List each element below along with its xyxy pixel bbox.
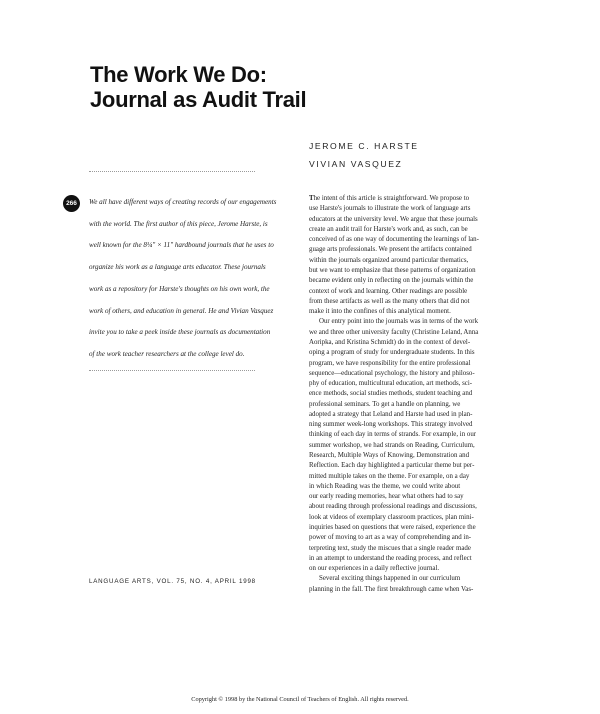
body-text <box>309 194 533 595</box>
body-line: The intent of this article is straightforward. We propose to <box>309 195 470 202</box>
body-line: look at videos of exemplary classroom practices, plan mini- <box>309 513 474 521</box>
body-line: in which Reading was the theme, we could write about <box>309 482 461 490</box>
body-line: became evident only in reflecting on the journals within the <box>309 277 474 285</box>
title-line-1: The Work We Do: <box>90 62 267 87</box>
body-line: context of work and learning. Other readings are possible <box>309 287 468 295</box>
page-number-badge: 266 <box>63 195 80 212</box>
body-line: our early reading memories, hear what others had to say <box>309 493 464 501</box>
abstract-line: organize his work as a language arts educator. These journals <box>89 263 266 272</box>
abstract-line: of the work teacher researchers at the college level do. <box>89 349 245 358</box>
body-line: in an attempt to understand the reading process, and reflect <box>309 554 472 562</box>
body-line: mitted multiple takes on the theme. For example, on a day <box>309 472 470 480</box>
body-line: use Harste's journals to illustrate the work of language arts <box>309 205 471 213</box>
body-line: professional seminars. To get a handle on planning, we <box>309 400 461 408</box>
body-line: from these artifacts as well as the many others that did not <box>309 297 470 305</box>
body-line: but we want to emphasize that these patterns of organization <box>309 266 476 274</box>
body-line: create an audit trail for Harste's work and, as such, can be <box>309 225 468 233</box>
body-line: power of moving to art as a way of comprehending and in- <box>309 534 472 542</box>
body-line: within the journals organized around particular thematics, <box>309 256 469 264</box>
divider-bottom <box>89 370 255 371</box>
copyright-notice: Copyright © 1998 by the National Council of Teachers of English. All rights reserved. <box>191 696 409 703</box>
abstract-line: well known for the 8¼" × 11" hardbound journals that he uses to <box>89 241 274 250</box>
body-line: phy of education, multicultural education, art methods, sci- <box>309 380 473 388</box>
body-line: conceived of as one way of documenting the learnings of lan- <box>309 236 479 244</box>
body-line: thinking of each day in terms of strands. For example, in our <box>309 431 477 439</box>
abstract-line: work as a repository for Harste's thoughts on his own work, the <box>89 284 270 293</box>
body-line: ence methods, social studies methods, student teaching and <box>309 390 473 398</box>
journal-reference: LANGUAGE ARTS, VOL. 75, NO. 4, APRIL 1998 <box>89 578 256 585</box>
body-line: adopted a strategy that Leland and Harste had used in plan- <box>309 410 473 418</box>
body-line: sequence—educational psychology, the history and philoso- <box>309 369 475 377</box>
body-line: Our entry point into the journals was in terms of the work <box>319 318 479 326</box>
body-line: planning in the fall. The first breakthrough came when Vas- <box>309 585 474 593</box>
article-title <box>90 62 510 112</box>
body-line: on our experiences in a daily reflective journal. <box>309 565 440 573</box>
author-name: VIVIAN VASQUEZ <box>309 159 403 169</box>
body-line: we and three other university faculty (Christine Leland, Anna <box>309 328 479 336</box>
body-line: Several exciting things happened in our curriculum <box>319 575 461 583</box>
body-line: make it into the confines of this analytical moment. <box>309 308 451 316</box>
body-line: program, we have responsibility for the entire professional <box>309 359 471 367</box>
abstract-line: We all have different ways of creating records of our engagements <box>89 198 277 206</box>
body-line: educators at the university level. We argue that these journals <box>309 215 478 223</box>
body-line: ning summer week-long workshops. This strategy involved <box>309 421 473 429</box>
abstract-line: work of others, and education in general. He and Vivian Vasquez <box>89 306 274 315</box>
body-line: Aoripka, and Kristina Schmidt) do in the context of devel- <box>309 338 471 346</box>
body-line: Reflection. Each day highlighted a particular theme but per- <box>309 462 475 470</box>
body-line: oping a program of study for undergraduate students. In this <box>309 349 475 357</box>
body-line: about reading through professional readings and discussions, <box>309 503 477 511</box>
abstract <box>89 192 303 366</box>
body-line: inquiries based on questions that were raised, experience the <box>309 524 476 531</box>
abstract-line: with the world. The first author of this piece, Jerome Harste, is <box>89 219 268 228</box>
abstract-line: invite you to take a peek inside these journals as documentation <box>89 328 271 337</box>
body-line: terpreting text, study the miscues that a single reader made <box>309 544 471 552</box>
body-line: Research, Multiple Ways of Knowing, Demonstration and <box>309 452 470 460</box>
title-line-2: Journal as Audit Trail <box>90 87 307 112</box>
author-list <box>309 137 419 173</box>
divider-top <box>89 171 255 172</box>
body-line: summer workshop, we had strands on Reading, Curriculum, <box>309 441 475 449</box>
body-line: guage arts professionals. We present the artifacts contained <box>309 246 472 254</box>
author-name: JEROME C. HARSTE <box>309 141 419 151</box>
